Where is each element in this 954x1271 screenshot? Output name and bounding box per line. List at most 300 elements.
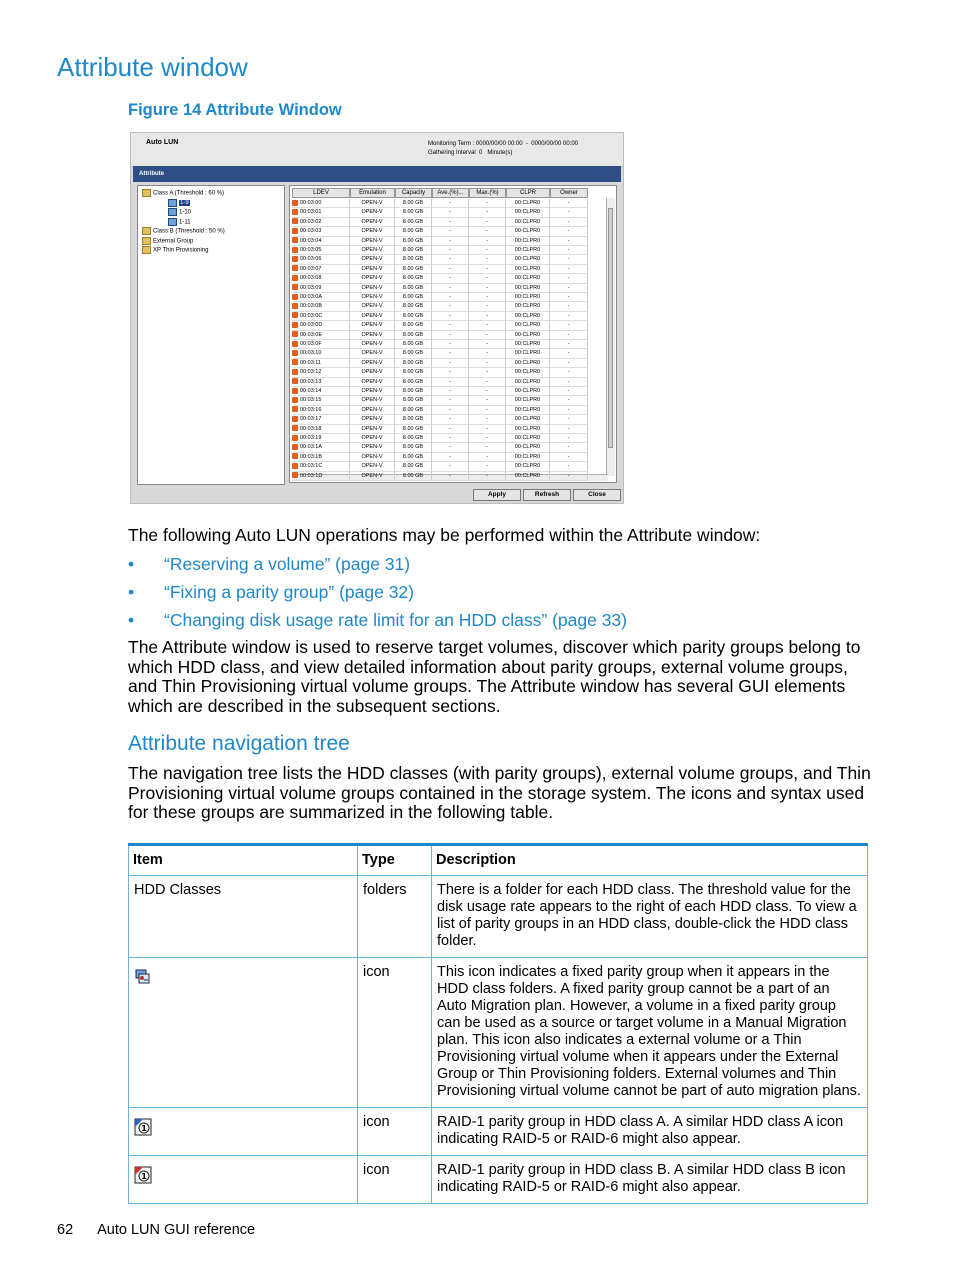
vertical-scrollbar[interactable] <box>606 198 615 476</box>
table-cell: 00:03:0D <box>292 321 350 330</box>
app-label: Auto LUN <box>146 139 179 146</box>
table-row[interactable] <box>292 406 588 415</box>
ldev-icon <box>292 265 298 271</box>
ldev-icon <box>292 294 298 300</box>
table-row[interactable] <box>292 472 588 481</box>
tree-item-label: XP Thin Provisioning <box>153 247 209 254</box>
table-cell: 8.00 GB <box>395 265 432 274</box>
table-cell: 00:CLPR0 <box>506 340 550 349</box>
table-cell: - <box>469 378 506 387</box>
table-cell: - <box>469 406 506 415</box>
table-cell: - <box>469 443 506 452</box>
bullet-dot: • <box>128 554 135 574</box>
table-row[interactable] <box>292 453 588 462</box>
table-row[interactable] <box>292 387 588 396</box>
table-cell: OPEN-V <box>350 321 395 330</box>
fixed-parity-group-icon <box>134 968 152 986</box>
description-cell: RAID-1 parity group in HDD class B. A similar HDD class B icon indicating RAID-5 or RAID-6 might also appear. <box>432 1156 868 1204</box>
table-cell: OPEN-V <box>350 312 395 321</box>
table-cell: - <box>550 293 588 302</box>
table-cell: - <box>550 349 588 358</box>
table-cell: 8.00 GB <box>395 312 432 321</box>
gathering-interval-label: Gathering Interval <box>428 150 476 156</box>
table-cell: - <box>432 293 469 302</box>
table-row[interactable] <box>292 378 588 387</box>
table-cell: 00:03:06 <box>292 255 350 264</box>
table-cell: OPEN-V <box>350 265 395 274</box>
table-cell: - <box>550 312 588 321</box>
table-row[interactable] <box>292 340 588 349</box>
table-cell: 8.00 GB <box>395 284 432 293</box>
ldev-icon <box>292 247 298 253</box>
table-cell: 00:CLPR0 <box>506 434 550 443</box>
table-cell: 00:03:16 <box>292 406 350 415</box>
table-row[interactable] <box>292 208 588 217</box>
item-cell <box>129 958 358 1108</box>
table-cell: - <box>432 340 469 349</box>
table-cell: - <box>550 472 588 481</box>
column-header[interactable]: LDEV <box>292 188 350 198</box>
table-cell: - <box>432 387 469 396</box>
table-cell: - <box>469 462 506 471</box>
table-cell: 00:03:1B <box>292 453 350 462</box>
column-header[interactable]: Ave.(%)... <box>432 188 469 198</box>
attribute-window-screenshot <box>130 132 624 504</box>
table-cell: OPEN-V <box>350 378 395 387</box>
table-row[interactable] <box>292 396 588 405</box>
table-cell: - <box>432 406 469 415</box>
figure-caption: Figure 14 Attribute Window <box>128 101 342 119</box>
table-cell: 8.00 GB <box>395 453 432 462</box>
table-cell: 8.00 GB <box>395 218 432 227</box>
table-cell: 00:CLPR0 <box>506 218 550 227</box>
table-row <box>129 1156 868 1204</box>
ldev-icon <box>292 472 298 478</box>
table-cell: - <box>469 312 506 321</box>
tree-item[interactable] <box>142 189 224 198</box>
table-row <box>129 958 868 1108</box>
table-cell: 00:03:09 <box>292 284 350 293</box>
table-cell: 00:03:1C <box>292 462 350 471</box>
table-cell: 00:03:02 <box>292 218 350 227</box>
table-cell: 8.00 GB <box>395 208 432 217</box>
ldev-icon <box>292 312 298 318</box>
table-row[interactable] <box>292 246 588 255</box>
table-row[interactable] <box>292 312 588 321</box>
table-cell: 00:CLPR0 <box>506 472 550 481</box>
ldev-icon <box>292 284 298 290</box>
table-cell: 00:03:0E <box>292 331 350 340</box>
table-cell: 00:CLPR0 <box>506 425 550 434</box>
bullet-link-1[interactable]: • “Reserving a volume” (page 31) <box>128 554 411 574</box>
table-cell: 00:03:18 <box>292 425 350 434</box>
column-header[interactable]: Capacity <box>395 188 432 198</box>
ldev-icon <box>292 406 298 412</box>
table-cell: 8.00 GB <box>395 434 432 443</box>
table-cell: 00:CLPR0 <box>506 443 550 452</box>
table-cell: 00:03:07 <box>292 265 350 274</box>
table-cell: - <box>550 321 588 330</box>
table-cell: 00:03:15 <box>292 396 350 405</box>
table-cell: - <box>550 359 588 368</box>
bullet-link-3[interactable]: • “Changing disk usage rate limit for an HDD class” (page 33) <box>128 610 627 630</box>
table-row[interactable] <box>292 415 588 424</box>
ldev-icon <box>292 453 298 459</box>
table-cell: 00:CLPR0 <box>506 227 550 236</box>
table-cell: OPEN-V <box>350 293 395 302</box>
tree-item-label: 1-9 <box>180 200 189 207</box>
table-cell: - <box>550 255 588 264</box>
table-cell: - <box>469 387 506 396</box>
table-row[interactable] <box>292 368 588 377</box>
description-paragraph: The Attribute window is used to reserve target volumes, discover which parity groups belong to which HDD class, and view detailed information about parity groups, external volume groups, and Thin Provisioning virtual volume groups. The Attribute window has several GUI elements which are described in the subsequent sections. <box>128 637 861 716</box>
table-cell: - <box>469 472 506 481</box>
tree-item-label: 1-10 <box>179 209 192 216</box>
table-cell: 8.00 GB <box>395 396 432 405</box>
table-cell: 00:03:1D <box>292 472 350 481</box>
table-row[interactable] <box>292 274 588 283</box>
ldev-icon <box>292 237 298 243</box>
monitoring-term-value: 0000/00/00 00:00 - 0000/00/00 00:00 <box>475 141 579 147</box>
table-cell: OPEN-V <box>350 462 395 471</box>
table-cell: - <box>432 218 469 227</box>
table-cell: - <box>550 406 588 415</box>
item-cell <box>129 1156 358 1204</box>
table-cell: 8.00 GB <box>395 387 432 396</box>
table-cell: - <box>550 425 588 434</box>
table-cell: - <box>432 199 469 208</box>
table-cell: - <box>469 396 506 405</box>
table-cell: OPEN-V <box>350 284 395 293</box>
table-cell: - <box>432 368 469 377</box>
table-cell: 00:CLPR0 <box>506 359 550 368</box>
table-cell: 00:CLPR0 <box>506 246 550 255</box>
tree-item[interactable] <box>168 199 190 208</box>
table-row[interactable] <box>292 227 588 236</box>
table-cell: - <box>550 302 588 311</box>
ldev-icon <box>292 331 298 337</box>
table-cell: - <box>550 265 588 274</box>
table-cell: 00:03:1A <box>292 443 350 452</box>
type-cell: folders <box>358 876 432 958</box>
tree-item-label: External Group <box>153 238 194 245</box>
table-cell: OPEN-V <box>350 227 395 236</box>
item-cell <box>129 1108 358 1156</box>
table-cell: - <box>550 199 588 208</box>
folder-icon <box>142 189 151 197</box>
header-item: Item <box>129 845 358 876</box>
description-cell: RAID-1 parity group in HDD class A. A similar HDD class A icon indicating RAID-5 or RAID-6 might also appear. <box>432 1108 868 1156</box>
table-cell: 8.00 GB <box>395 199 432 208</box>
table-cell: 8.00 GB <box>395 368 432 377</box>
table-cell: 00:03:17 <box>292 415 350 424</box>
table-cell: 00:03:14 <box>292 387 350 396</box>
table-cell: - <box>550 208 588 217</box>
table-cell: - <box>432 237 469 246</box>
table-cell: OPEN-V <box>350 340 395 349</box>
table-cell: OPEN-V <box>350 396 395 405</box>
tree-paragraph: The navigation tree lists the HDD classes (with parity groups), external volume groups, and Thin Provisioning virtual volume groups contained in the storage system. The icons and syntax used for these groups are summarized in the following table. <box>128 763 871 822</box>
table-cell: - <box>550 331 588 340</box>
table-cell: 00:03:08 <box>292 274 350 283</box>
table-cell: OPEN-V <box>350 208 395 217</box>
ldev-icon <box>292 435 298 441</box>
table-cell: - <box>550 434 588 443</box>
description-cell: There is a folder for each HDD class. The threshold value for the disk usage rate appears to the right of each HDD class. To view a list of parity groups in an HDD class, double-click the HDD class folder. <box>432 876 868 958</box>
table-row[interactable] <box>292 425 588 434</box>
table-cell: - <box>469 349 506 358</box>
table-row[interactable] <box>292 293 588 302</box>
header-description: Description <box>432 845 868 876</box>
table-cell: 8.00 GB <box>395 406 432 415</box>
column-header[interactable]: Max.(%) <box>469 188 506 198</box>
table-row[interactable] <box>292 284 588 293</box>
folder-icon <box>168 199 177 207</box>
table-cell: - <box>469 359 506 368</box>
attribute-title-bar: Attribute <box>133 166 621 182</box>
table-cell: 8.00 GB <box>395 331 432 340</box>
bullet-dot: • <box>128 582 135 602</box>
table-cell: - <box>469 284 506 293</box>
column-header[interactable]: CLPR <box>506 188 550 198</box>
table-cell: - <box>550 218 588 227</box>
table-cell: 8.00 GB <box>395 255 432 264</box>
tree-item[interactable] <box>168 218 191 227</box>
table-cell: 00:CLPR0 <box>506 453 550 462</box>
scroll-thumb[interactable] <box>608 208 613 448</box>
table-cell: 00:CLPR0 <box>506 255 550 264</box>
table-cell: - <box>432 208 469 217</box>
table-cell: 00:CLPR0 <box>506 208 550 217</box>
table-cell: 00:03:13 <box>292 378 350 387</box>
table-cell: - <box>469 255 506 264</box>
table-row <box>129 876 868 958</box>
table-cell: - <box>432 453 469 462</box>
tree-item-label: Class B (Threshold : 50 %) <box>153 228 225 235</box>
table-cell: - <box>469 321 506 330</box>
table-cell: 8.00 GB <box>395 472 432 481</box>
folder-icon <box>142 227 151 235</box>
table-cell: OPEN-V <box>350 472 395 481</box>
table-cell: 00:03:01 <box>292 208 350 217</box>
table-cell: - <box>432 415 469 424</box>
table-row[interactable] <box>292 199 588 208</box>
table-cell: - <box>469 340 506 349</box>
type-cell: icon <box>358 1156 432 1204</box>
table-cell: - <box>469 274 506 283</box>
table-cell: - <box>432 462 469 471</box>
svg-text:1: 1 <box>141 1124 147 1133</box>
ldev-icon <box>292 397 298 403</box>
table-cell: - <box>550 453 588 462</box>
table-cell: OPEN-V <box>350 218 395 227</box>
table-cell: 00:CLPR0 <box>506 199 550 208</box>
table-cell: 8.00 GB <box>395 246 432 255</box>
table-cell: - <box>469 331 506 340</box>
table-row[interactable] <box>292 255 588 264</box>
column-header[interactable]: Owner <box>550 188 588 198</box>
type-cell: icon <box>358 958 432 1108</box>
table-cell: OPEN-V <box>350 349 395 358</box>
table-cell: - <box>550 368 588 377</box>
table-cell: - <box>469 425 506 434</box>
table-cell: 00:03:0C <box>292 312 350 321</box>
table-cell: 00:03:04 <box>292 237 350 246</box>
table-cell: 00:03:0F <box>292 340 350 349</box>
table-cell: 00:CLPR0 <box>506 312 550 321</box>
table-row[interactable] <box>292 331 588 340</box>
ldev-icon <box>292 463 298 469</box>
table-row[interactable] <box>292 321 588 330</box>
description-cell: This icon indicates a fixed parity group when it appears in the HDD class folders. A fixed parity group cannot be a part of an Auto Migration plan. However, a volume in a fixed parity group can be used as a source or target volume in a Manual Migration plan. This icon also indicates a external volume or a Thin Provisioning virtual volume when it appears under the External Group or Thin Provisioning folders. External volumes and Thin Provisioning virtual volume cannot be part of auto migration plans. <box>432 958 868 1108</box>
ldev-icon <box>292 388 298 394</box>
ldev-table[interactable] <box>289 185 617 483</box>
table-cell: - <box>432 274 469 283</box>
table-cell: - <box>469 415 506 424</box>
table-cell: 00:CLPR0 <box>506 406 550 415</box>
ldev-icon <box>292 228 298 234</box>
table-cell: 00:CLPR0 <box>506 368 550 377</box>
tree-item-label: 1-11 <box>179 219 191 226</box>
folder-icon <box>142 237 151 245</box>
table-cell: OPEN-V <box>350 406 395 415</box>
close-button[interactable]: Close <box>573 489 621 501</box>
table-cell: - <box>432 378 469 387</box>
table-cell: 8.00 GB <box>395 274 432 283</box>
table-cell: OPEN-V <box>350 274 395 283</box>
ldev-icon <box>292 444 298 450</box>
table-cell: - <box>432 331 469 340</box>
table-cell: 00:CLPR0 <box>506 415 550 424</box>
refresh-button[interactable]: Refresh <box>523 489 571 501</box>
monitoring-term-label: Monitoring Term : <box>428 141 475 147</box>
ldev-icon <box>292 416 298 422</box>
table-cell: OPEN-V <box>350 199 395 208</box>
table-row[interactable] <box>292 443 588 452</box>
header-type: Type <box>358 845 432 876</box>
table-cell: - <box>432 284 469 293</box>
tree-item[interactable] <box>142 246 208 255</box>
table-row <box>129 1108 868 1156</box>
table-cell: - <box>550 462 588 471</box>
table-cell: 00:CLPR0 <box>506 265 550 274</box>
table-cell: - <box>432 265 469 274</box>
table-row[interactable] <box>292 349 588 358</box>
table-cell: 00:03:10 <box>292 349 350 358</box>
navigation-tree[interactable] <box>137 185 285 485</box>
table-cell: OPEN-V <box>350 237 395 246</box>
table-cell: 00:CLPR0 <box>506 396 550 405</box>
table-row[interactable] <box>292 218 588 227</box>
table-cell: OPEN-V <box>350 255 395 264</box>
table-cell: - <box>469 293 506 302</box>
folder-icon <box>142 246 151 254</box>
apply-button[interactable]: Apply <box>473 489 521 501</box>
table-cell: 00:03:03 <box>292 227 350 236</box>
table-cell: - <box>550 246 588 255</box>
table-cell: - <box>550 396 588 405</box>
table-cell: OPEN-V <box>350 302 395 311</box>
ldev-icon <box>292 341 298 347</box>
footer-section: Auto LUN GUI reference <box>97 1222 256 1238</box>
table-cell: 00:CLPR0 <box>506 321 550 330</box>
tree-item[interactable] <box>168 208 191 217</box>
table-cell: 00:03:11 <box>292 359 350 368</box>
table-row[interactable] <box>292 265 588 274</box>
ldev-icon <box>292 369 298 375</box>
table-row[interactable] <box>292 237 588 246</box>
ldev-icon <box>292 275 298 281</box>
table-cell: 00:CLPR0 <box>506 387 550 396</box>
column-header[interactable]: Emulation <box>350 188 395 198</box>
item-cell: HDD Classes <box>129 876 358 958</box>
table-cell: - <box>469 246 506 255</box>
table-cell: 8.00 GB <box>395 293 432 302</box>
bullet-dot: • <box>128 610 135 630</box>
ldev-icon <box>292 425 298 431</box>
tree-item-label: Class A (Threshold : 60 %) <box>153 190 225 197</box>
table-row[interactable] <box>292 434 588 443</box>
table-row[interactable] <box>292 462 588 471</box>
bullet-link-2[interactable]: • “Fixing a parity group” (page 32) <box>128 582 414 602</box>
table-cell: 00:03:19 <box>292 434 350 443</box>
page-heading: Attribute window <box>57 52 248 82</box>
table-cell: - <box>550 387 588 396</box>
tree-item[interactable] <box>142 227 225 236</box>
table-cell: OPEN-V <box>350 246 395 255</box>
table-cell: OPEN-V <box>350 425 395 434</box>
top-bar <box>131 133 623 167</box>
table-cell: OPEN-V <box>350 387 395 396</box>
table-header <box>292 188 588 198</box>
table-cell: - <box>550 227 588 236</box>
table-cell: 8.00 GB <box>395 359 432 368</box>
table-cell: OPEN-V <box>350 434 395 443</box>
page-number: 62 <box>57 1222 74 1238</box>
section-heading: Attribute navigation tree <box>128 732 350 755</box>
table-cell: OPEN-V <box>350 331 395 340</box>
table-cell: 8.00 GB <box>395 340 432 349</box>
table-cell: 00:CLPR0 <box>506 302 550 311</box>
table-cell: - <box>432 472 469 481</box>
table-cell: - <box>432 396 469 405</box>
table-row[interactable] <box>292 359 588 368</box>
table-cell: - <box>432 434 469 443</box>
folder-icon <box>168 208 177 216</box>
icons-table <box>128 843 868 1204</box>
table-cell: 00:CLPR0 <box>506 284 550 293</box>
ldev-icon <box>292 256 298 262</box>
ldev-icon <box>292 209 298 215</box>
table-cell: - <box>550 378 588 387</box>
table-cell: 8.00 GB <box>395 321 432 330</box>
table-cell: - <box>469 227 506 236</box>
table-cell: - <box>550 274 588 283</box>
table-cell: - <box>550 340 588 349</box>
ldev-icon <box>292 303 298 309</box>
table-cell: OPEN-V <box>350 359 395 368</box>
table-cell: OPEN-V <box>350 453 395 462</box>
monitoring-info <box>428 140 578 158</box>
tree-item[interactable] <box>142 237 193 246</box>
ldev-icon <box>292 378 298 384</box>
table-cell: 8.00 GB <box>395 227 432 236</box>
table-cell: 00:03:0A <box>292 293 350 302</box>
table-row[interactable] <box>292 302 588 311</box>
table-cell: 00:CLPR0 <box>506 462 550 471</box>
table-cell: 00:03:12 <box>292 368 350 377</box>
ldev-icon <box>292 200 298 206</box>
